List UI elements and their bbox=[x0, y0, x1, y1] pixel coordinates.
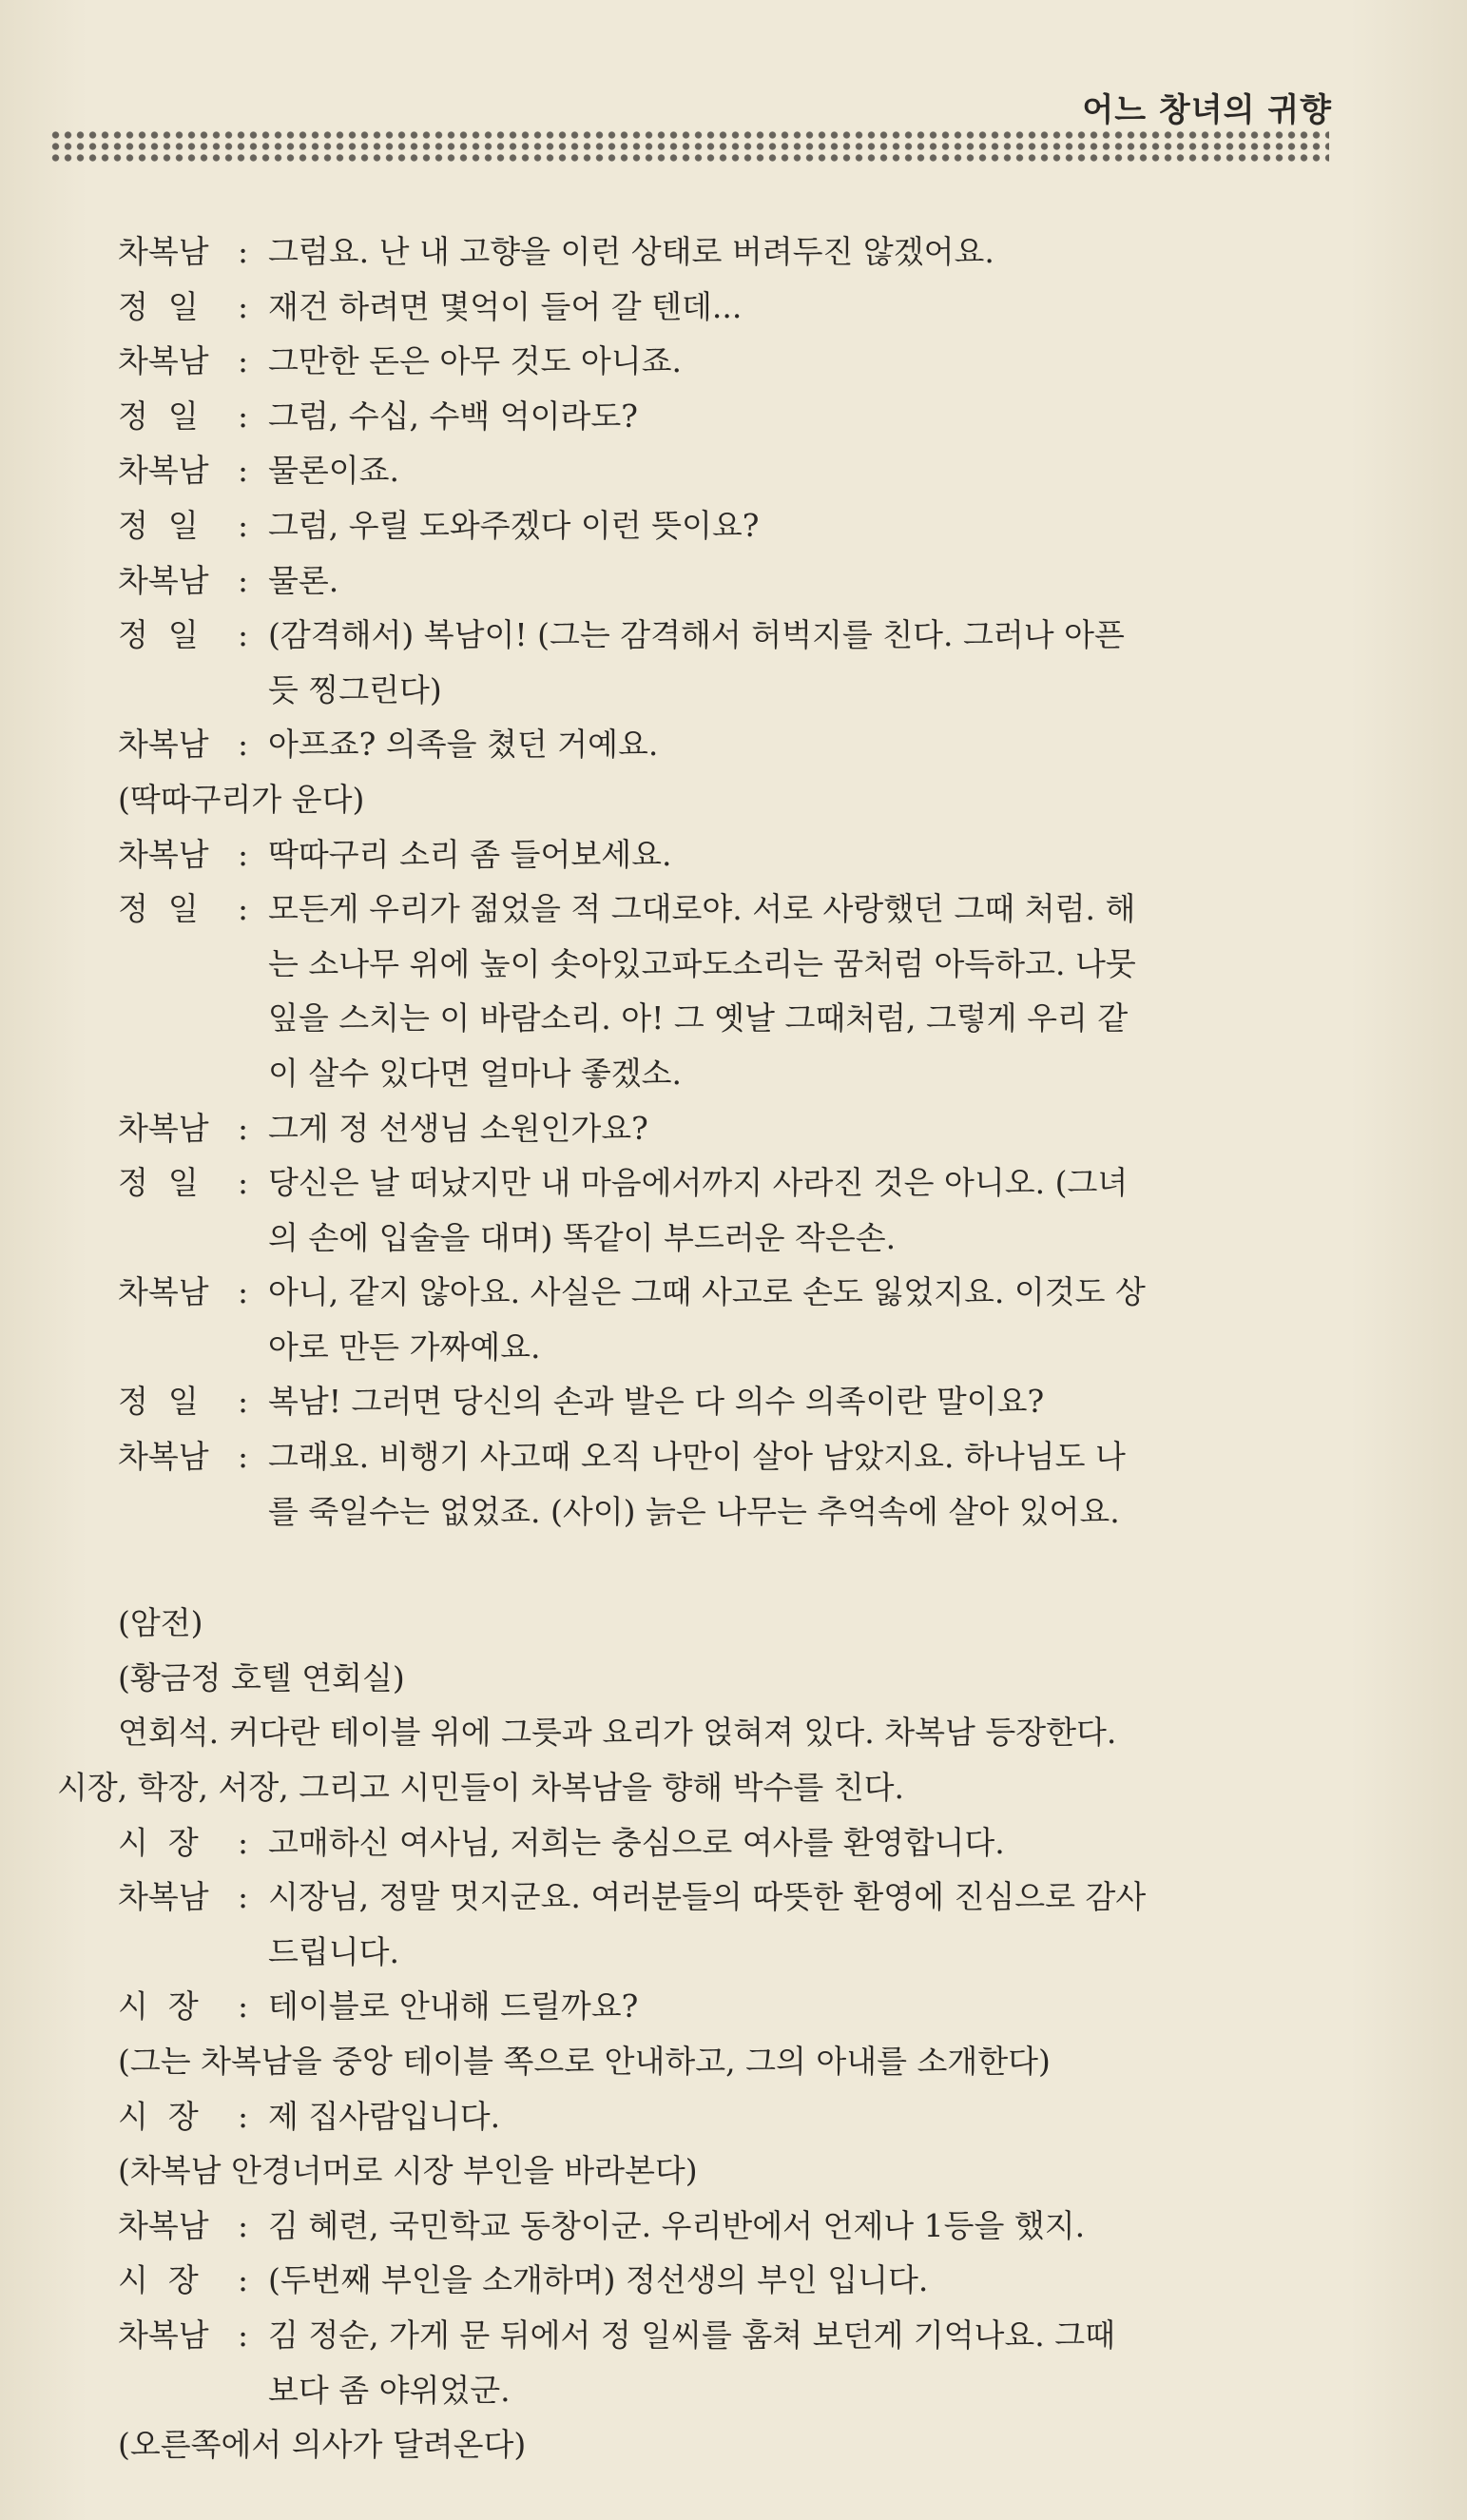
speaker-colon: : bbox=[238, 1438, 249, 1476]
speech-text: 시장님, 정말 멋지군요. 여러분들의 따뜻한 환영에 진심으로 감사 bbox=[268, 1878, 1147, 1916]
dialogue-line bbox=[0, 1101, 1467, 1156]
speaker-name: 정 일 bbox=[118, 1383, 199, 1421]
dialogue-line bbox=[0, 2089, 1467, 2144]
speech-text: 김 정순, 가게 문 뒤에서 정 일씨를 훔쳐 보던게 기억나요. 그때 bbox=[268, 2316, 1115, 2354]
dialogue-line bbox=[0, 553, 1467, 609]
continuation-text: 듯 찡그린다) bbox=[268, 670, 442, 708]
speaker-name: 시 장 bbox=[118, 1987, 199, 2026]
dialogue-line bbox=[0, 717, 1467, 772]
continuation-text: 의 손에 입술을 대며) 똑같이 부드러운 작은손. bbox=[268, 1218, 897, 1256]
running-header-title: 어느 창녀의 귀향 bbox=[1082, 91, 1332, 129]
speaker-name: 차복남 bbox=[118, 1273, 209, 1311]
stage-direction bbox=[0, 2417, 1467, 2472]
speaker-name: 차복남 bbox=[118, 1438, 209, 1476]
dialogue-line bbox=[0, 1979, 1467, 2034]
stage-direction bbox=[0, 1596, 1467, 1651]
speaker-name: 정 일 bbox=[118, 397, 199, 435]
speaker-colon: : bbox=[238, 561, 249, 599]
stage-direction bbox=[0, 2143, 1467, 2199]
speaker-name: 차복남 bbox=[118, 1878, 209, 1916]
direction-text: (오른쪽에서 의사가 달려온다) bbox=[118, 2426, 527, 2464]
speech-text: 고매하신 여사님, 저희는 충심으로 여사를 환영합니다. bbox=[268, 1823, 1005, 1861]
speaker-colon: : bbox=[238, 2316, 249, 2354]
speech-text: (감격해서) 복남이! (그는 감격해서 허벅지를 친다. 그러나 아픈 bbox=[268, 616, 1125, 654]
speaker-name: 정 일 bbox=[118, 506, 199, 544]
speaker-colon: : bbox=[238, 726, 249, 764]
stage-direction bbox=[0, 1760, 1467, 1815]
stanza-gap bbox=[0, 1539, 1467, 1596]
speech-continuation bbox=[0, 1046, 1467, 1101]
speaker-name: 차복남 bbox=[118, 561, 209, 599]
direction-text: 연회석. 커다란 테이블 위에 그릇과 요리가 얹혀져 있다. 차복남 등장한다. bbox=[118, 1714, 1117, 1752]
speaker-colon: : bbox=[238, 233, 249, 270]
speech-text: 물론이죠. bbox=[268, 452, 400, 490]
direction-text: (암전) bbox=[118, 1604, 203, 1642]
speaker-colon: : bbox=[238, 1878, 249, 1916]
dialogue-line bbox=[0, 224, 1467, 280]
stage-direction bbox=[0, 2034, 1467, 2089]
speech-continuation bbox=[0, 937, 1467, 992]
continuation-text: 드립니다. bbox=[268, 1932, 400, 1970]
speaker-colon: : bbox=[238, 1164, 249, 1202]
dialogue-line bbox=[0, 827, 1467, 882]
dialogue-line bbox=[0, 2308, 1467, 2363]
speaker-colon: : bbox=[238, 452, 249, 490]
continuation-text: 는 소나무 위에 높이 솟아있고파도소리는 꿈처럼 아득하고. 나뭇 bbox=[268, 944, 1136, 982]
speaker-name: 차복남 bbox=[118, 233, 209, 270]
speech-continuation bbox=[0, 2363, 1467, 2418]
speaker-colon: : bbox=[238, 342, 249, 380]
dialogue-line bbox=[0, 280, 1467, 335]
script-body bbox=[0, 224, 1467, 2472]
dialogue-line bbox=[0, 2199, 1467, 2254]
dialogue-line bbox=[0, 389, 1467, 444]
speech-text: 제 집사람입니다. bbox=[268, 2097, 501, 2135]
continuation-text: 를 죽일수는 없었죠. (사이) 늙은 나무는 추억속에 살아 있어요. bbox=[268, 1492, 1120, 1530]
dialogue-line bbox=[0, 2253, 1467, 2308]
stage-direction bbox=[0, 1651, 1467, 1706]
stage-direction bbox=[0, 1705, 1467, 1760]
speaker-name: 정 일 bbox=[118, 287, 199, 325]
speaker-colon: : bbox=[238, 506, 249, 544]
dialogue-line bbox=[0, 1265, 1467, 1320]
speaker-name: 차복남 bbox=[118, 835, 209, 873]
dialogue-line bbox=[0, 443, 1467, 498]
dialogue-line bbox=[0, 1429, 1467, 1484]
speaker-name: 시 장 bbox=[118, 2261, 199, 2299]
continuation-text: 아로 만든 가짜예요. bbox=[268, 1328, 541, 1366]
speech-continuation bbox=[0, 1320, 1467, 1375]
direction-text: (황금정 호텔 연회실) bbox=[118, 1658, 405, 1696]
dotted-rule bbox=[49, 129, 1329, 164]
dialogue-line bbox=[0, 1815, 1467, 1871]
speaker-name: 시 장 bbox=[118, 2097, 199, 2135]
speech-text: (두번째 부인을 소개하며) 정선생의 부인 입니다. bbox=[268, 2261, 929, 2299]
speaker-colon: : bbox=[238, 1109, 249, 1147]
direction-text: 시장, 학장, 서장, 그리고 시민들이 차복남을 향해 박수를 친다. bbox=[57, 1769, 904, 1807]
speaker-name: 정 일 bbox=[118, 1164, 199, 1202]
dialogue-line bbox=[0, 1155, 1467, 1211]
speaker-name: 정 일 bbox=[118, 616, 199, 654]
dialogue-line bbox=[0, 882, 1467, 937]
speaker-colon: : bbox=[238, 835, 249, 873]
speaker-name: 차복남 bbox=[118, 2206, 209, 2244]
speech-text: 복남! 그러면 당신의 손과 발은 다 의수 의족이란 말이요? bbox=[268, 1383, 1045, 1421]
speech-text: 그럼, 우릴 도와주겠다 이런 뜻이요? bbox=[268, 506, 760, 544]
speaker-name: 차복남 bbox=[118, 342, 209, 380]
speaker-colon: : bbox=[238, 1823, 249, 1861]
speech-continuation bbox=[0, 1925, 1467, 1980]
speech-text: 모든게 우리가 젊었을 적 그대로야. 서로 사랑했던 그때 처럼. 해 bbox=[268, 890, 1136, 928]
speech-text: 김 혜련, 국민학교 동창이군. 우리반에서 언제나 1등을 했지. bbox=[268, 2206, 1086, 2244]
direction-text: (딱따구리가 운다) bbox=[118, 780, 365, 818]
speech-text: 테이블로 안내해 드릴까요? bbox=[268, 1987, 639, 2026]
speech-continuation bbox=[0, 1484, 1467, 1540]
continuation-text: 잎을 스치는 이 바람소리. 아! 그 옛날 그때처럼, 그렇게 우리 같 bbox=[268, 999, 1129, 1037]
speech-text: 당신은 날 떠났지만 내 마음에서까지 사라진 것은 아니오. (그녀 bbox=[268, 1164, 1129, 1202]
speaker-name: 시 장 bbox=[118, 1823, 199, 1861]
speaker-colon: : bbox=[238, 1383, 249, 1421]
speaker-colon: : bbox=[238, 616, 249, 654]
speaker-name: 차복남 bbox=[118, 726, 209, 764]
speaker-colon: : bbox=[238, 2261, 249, 2299]
speaker-name: 차복남 bbox=[118, 452, 209, 490]
speech-text: 아프죠? 의족을 쳤던 거예요. bbox=[268, 726, 659, 764]
speech-continuation bbox=[0, 663, 1467, 718]
speaker-name: 차복남 bbox=[118, 1109, 209, 1147]
stage-direction bbox=[0, 772, 1467, 827]
speaker-colon: : bbox=[238, 287, 249, 325]
speech-text: 그럼, 수십, 수백 억이라도? bbox=[268, 397, 638, 435]
speech-text: 그래요. 비행기 사고때 오직 나만이 살아 남았지요. 하나님도 나 bbox=[268, 1438, 1126, 1476]
speech-text: 그만한 돈은 아무 것도 아니죠. bbox=[268, 342, 682, 380]
speaker-colon: : bbox=[238, 397, 249, 435]
dialogue-line bbox=[0, 608, 1467, 663]
speech-text: 물론. bbox=[268, 561, 339, 599]
speech-continuation bbox=[0, 991, 1467, 1046]
continuation-text: 보다 좀 야위었군. bbox=[268, 2371, 511, 2409]
direction-text: (차복남 안경너머로 시장 부인을 바라본다) bbox=[118, 2152, 698, 2190]
speaker-colon: : bbox=[238, 1273, 249, 1311]
speech-text: 아니, 같지 않아요. 사실은 그때 사고로 손도 잃었지요. 이것도 상 bbox=[268, 1273, 1146, 1311]
speaker-colon: : bbox=[238, 890, 249, 928]
direction-text: (그는 차복남을 중앙 테이블 쪽으로 안내하고, 그의 아내를 소개한다) bbox=[118, 2043, 1051, 2080]
speaker-colon: : bbox=[238, 1987, 249, 2026]
dialogue-line bbox=[0, 498, 1467, 553]
continuation-text: 이 살수 있다면 얼마나 좋겠소. bbox=[268, 1054, 682, 1092]
speaker-colon: : bbox=[238, 2097, 249, 2135]
speech-continuation bbox=[0, 1211, 1467, 1266]
speech-text: 그게 정 선생님 소원인가요? bbox=[268, 1109, 648, 1147]
speaker-colon: : bbox=[238, 2206, 249, 2244]
speech-text: 그럼요. 난 내 고향을 이런 상태로 버려두진 않겠어요. bbox=[268, 233, 994, 270]
speech-text: 재건 하려면 몇억이 들어 갈 텐데... bbox=[268, 287, 743, 325]
speech-text: 딱따구리 소리 좀 들어보세요. bbox=[268, 835, 672, 873]
speaker-name: 차복남 bbox=[118, 2316, 209, 2354]
dialogue-line bbox=[0, 1870, 1467, 1925]
speaker-name: 정 일 bbox=[118, 890, 199, 928]
dialogue-line bbox=[0, 1374, 1467, 1429]
dialogue-line bbox=[0, 334, 1467, 389]
